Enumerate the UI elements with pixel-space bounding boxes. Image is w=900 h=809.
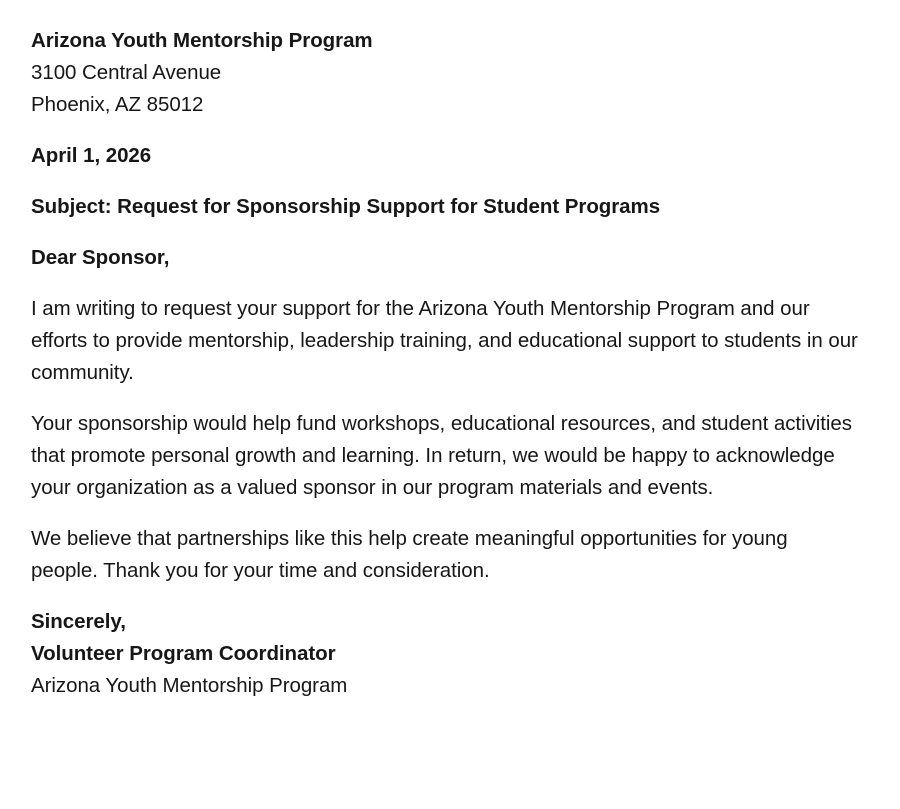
letter-subject: Subject: Request for Sponsorship Support for Student Programs [31, 195, 661, 218]
letter-subject-block [31, 191, 860, 223]
letterhead-organization: Arizona Youth Mentorship Program [31, 29, 373, 52]
letter-date-block [31, 140, 860, 172]
body-paragraph-2: Your sponsorship would help fund workshops, educational resources, and student activities that promote personal growth and learning. In return, we would be happy to acknowledge your organization as a valued sponsor in our program materials and events. [31, 412, 852, 499]
letter-salutation-block [31, 242, 860, 274]
letter-date: April 1, 2026 [31, 144, 152, 167]
closing-signer-organization: Arizona Youth Mentorship Program [31, 674, 348, 697]
letterhead [31, 25, 860, 121]
letter-closing [31, 606, 860, 702]
body-paragraph-1: I am writing to request your support for the Arizona Youth Mentorship Program and our efforts to provide mentorship, leadership training, and educational support to students in our community. [31, 297, 858, 384]
closing-valediction: Sincerely, [31, 610, 126, 633]
body-paragraph-3: We believe that partnerships like this help create meaningful opportunities for young people. Thank you for your time and consideration. [31, 527, 788, 582]
letterhead-city-state-zip: Phoenix, AZ 85012 [31, 93, 204, 116]
letter-body [31, 25, 860, 702]
letter-salutation: Dear Sponsor, [31, 246, 170, 269]
closing-signer-title: Volunteer Program Coordinator [31, 642, 336, 665]
letterhead-street-address: 3100 Central Avenue [31, 61, 222, 84]
